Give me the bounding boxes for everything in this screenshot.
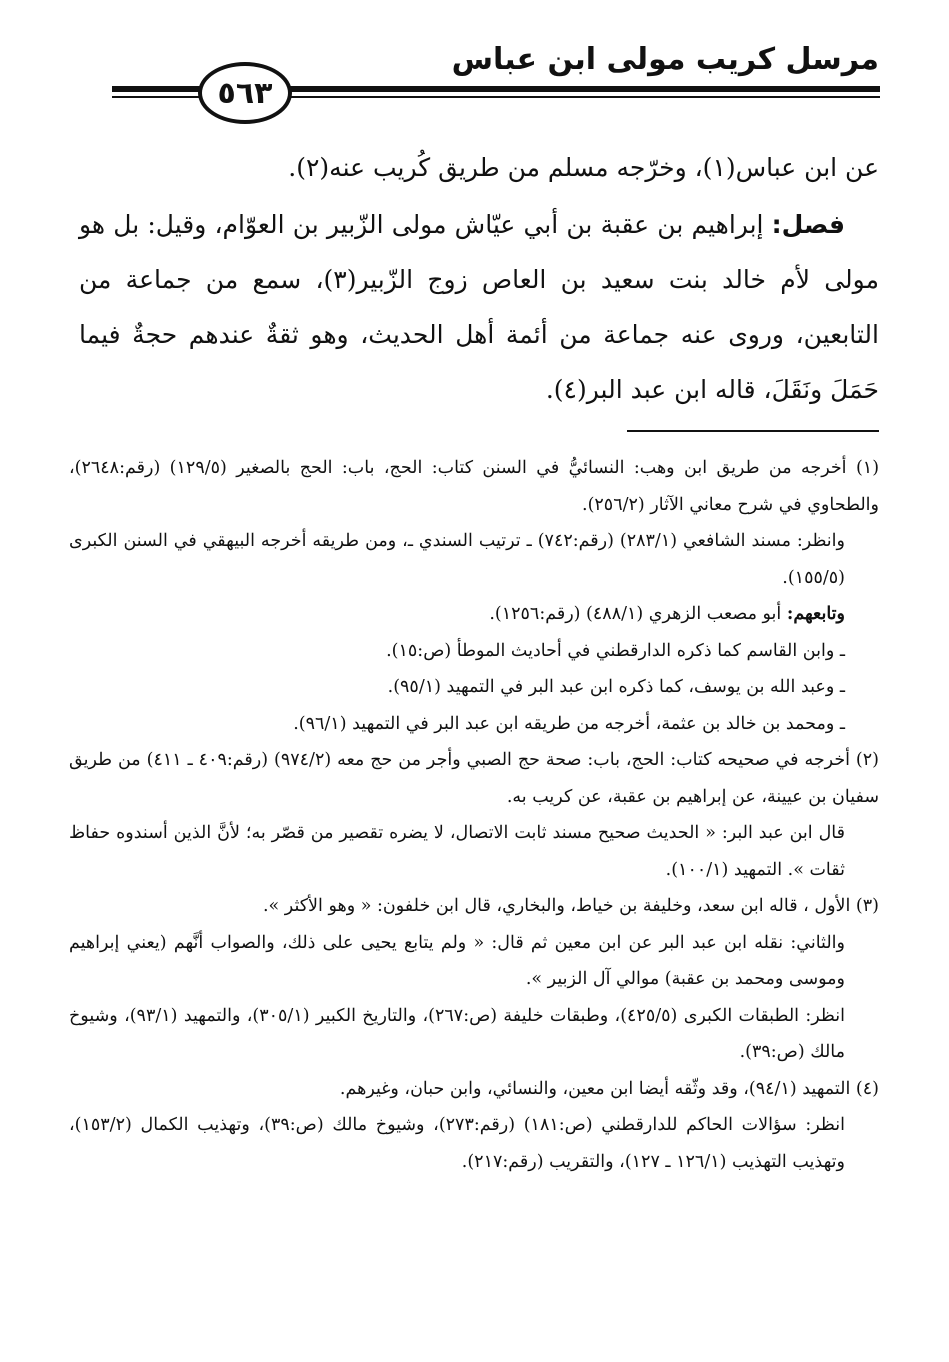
- main-paragraph-2-text: إبراهيم بن عقبة بن أبي عيّاش مولى الزّبير بن العوّام، وقيل: بل هو مولى لأم خالد بنت سعيد بن العاص زوج الزّبير(٣)، سمع من جماعة من التابعين، وروى عنه جماعة من أئمة أهل الحديث، وهو ثقةٌ عندهم حجةٌ فيما حَمَلَ ونَقَلَ، قاله ابن عبد البر(٤).: [79, 210, 879, 404]
- footnote-1-line-2: وانظر: مسند الشافعي (٢٨٣/١) (رقم:٧٤٢) ـ ترتيب السندي ـ، ومن طريقه أخرجه البيهقي في السنن الكبرى (١٥٥/٥).: [69, 531, 845, 588]
- footnote-2-line-1: (٢) أخرجه في صحيحه كتاب: الحج، باب: صحة حج الصبي وأجر من حج معه (٩٧٤/٢) (رقم:٤٠٩ ـ ٤١١) من طريق سفيان بن عيينة، عن إبراهيم بن عقبة، عن كريب به.: [69, 750, 879, 807]
- main-paragraph-2: [79, 197, 879, 417]
- footnote-1-line-1: (١) أخرجه من طريق ابن وهب: النسائيُّ في السنن كتاب: الحج، باب: الحج بالصغير (١٢٩/٥) (رقم:٢٦٤٨)، والطحاوي في شرح معاني الآثار (٢٥٦/٢).: [69, 458, 880, 515]
- running-title: مرسل كريب مولى ابن عباس: [451, 42, 879, 77]
- footnote-3-line-1: (٣) الأول ، قاله ابن سعد، وخليفة بن خياط، والبخاري، قال ابن خلفون: « وهو الأكثر ».: [262, 896, 879, 916]
- footnote-3-line-3: انظر: الطبقات الكبرى (٤٢٥/٥)، وطبقات خليفة (ص:٢٦٧)، والتاريخ الكبير (٣٠٥/١)، والتمهيد (٩٣/١)، وشيوخ مالك (ص:٣٩).: [69, 1005, 845, 1062]
- followers-text: أبو مصعب الزهري (٤٨٨/١) (رقم:١٢٥٦).: [489, 604, 787, 624]
- footnote-1-item-2: ـ وعبد الله بن يوسف، كما ذكره ابن عبد البر في التمهيد (٩٥/١).: [387, 677, 845, 697]
- footnote-4-line-2: انظر: سؤالات الحاكم للدارقطني (ص:١٨١) (رقم:٢٧٣)، وشيوخ مالك (ص:٣٩)، وتهذيب الكمال (١٥٣/٢)، وتهذيب التهذيب (١٢٦/١ ـ ١٢٧)، والتقريب (رقم:٢١٧).: [69, 1115, 845, 1172]
- footnote-2-line-2: قال ابن عبد البر: « الحديث صحيح مسند ثابت الاتصال، لا يضره تقصير من قصّر به؛ لأنَّ الذين أسندوه حفاظ ثقات ». التمهيد (١٠٠/١).: [69, 823, 845, 880]
- footnote-4-line-1: (٤) التمهيد (٩٤/١)، وقد وثّقه أيضا ابن معين، والنسائي، وابن حبان، وغيرهم.: [339, 1078, 879, 1099]
- footnote-3-line-2: والثاني: نقله ابن عبد البر عن ابن معين ثم قال: « ولم يتابع يحيى على ذلك، والصواب أنَّهم (يعني إبراهيم وموسى ومحمد بن عقبة) موالي آل الزبير ».: [69, 932, 845, 989]
- page-number: ٥٦٣: [198, 62, 292, 124]
- footnote-separator: [627, 430, 879, 432]
- footnotes: [69, 450, 879, 1180]
- main-text: [79, 140, 879, 417]
- main-paragraph-1: عن ابن عباس(١)، وخرّجه مسلم من طريق كُريب عنه(٢).: [288, 153, 879, 182]
- section-label: فصل:: [771, 210, 845, 239]
- followers-label: وتابعهم:: [786, 604, 845, 624]
- footnote-1-followers: [69, 596, 879, 633]
- footnote-1-item-1: ـ وابن القاسم كما ذكره الدارقطني في أحاديث الموطأ (ص:١٥).: [386, 640, 845, 661]
- footnote-1-item-3: ـ ومحمد بن خالد بن عثمة، أخرجه من طريقه ابن عبد البر في التمهيد (٩٦/١).: [293, 713, 845, 734]
